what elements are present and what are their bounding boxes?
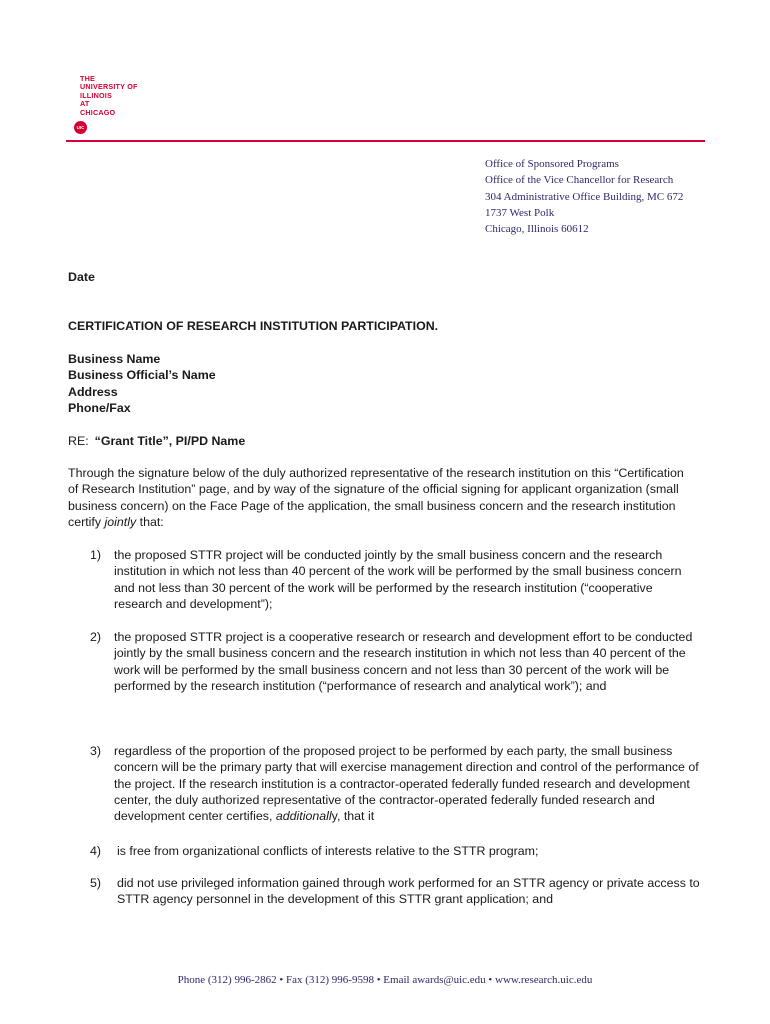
intro-paragraph (68, 465, 688, 530)
list-item-number: 3) (90, 744, 102, 758)
list-item-text (114, 743, 700, 824)
list-item (90, 629, 700, 694)
uic-seal-icon: UIC (74, 121, 87, 134)
intro-text: Through the signature below of the duly authorized representative of the research institution on this “Certification of Research Institution” page, and by way of the signature of the official signing for applicant organization (small business concern) on the Face Page of the application, the small business concern and the research institution certify (68, 466, 684, 529)
list-item-text: the proposed STTR project will be conducted jointly by the small business concern and the research institution in which not less than 40 percent of the work will be performed by the small business concern and not less than 30 percent of the work will be performed by the research institution (“cooperative research and development”); (114, 548, 682, 611)
address-line: Office of the Vice Chancellor for Research (485, 174, 674, 187)
logo-line: CHICAGO (80, 107, 116, 117)
re-line (68, 433, 245, 449)
address-line: Office of Sponsored Programs (485, 158, 619, 170)
list-item (90, 547, 700, 612)
re-grant-title: “Grant Title”, PI/PD Name (94, 434, 246, 448)
list-item-number: 1) (90, 548, 102, 562)
list-item (90, 875, 700, 908)
certification-title: CERTIFICATION OF RESEARCH INSTITUTION PARTICIPATION. (68, 319, 439, 333)
logo-line: ILLINOIS (80, 90, 112, 100)
logo-line: UNIVERSITY OF (80, 82, 138, 92)
list-item-text-end: y, that it (331, 809, 375, 824)
address-line: 1737 West Polk (485, 206, 555, 219)
list-item-number: 5) (90, 876, 102, 890)
re-label: RE: (68, 434, 89, 448)
logo-line: AT (80, 99, 90, 109)
list-item-text: the proposed STTR project is a cooperative research or research and development effort to be conducted jointly by the small business concern and the research institution in which not less than 40 percent of the work will be performed by the small business concern and not less than 30 percent of the work will be performed by the research institution (“performance of research and analytical work”); and (114, 630, 693, 693)
address-line: 304 Administrative Office Building, MC 672 (485, 190, 684, 203)
university-logo (80, 75, 138, 117)
list-item (90, 843, 700, 859)
business-phone-fax: Phone/Fax (68, 400, 131, 415)
date-line: Date (68, 270, 95, 284)
list-item-number: 2) (90, 630, 102, 644)
business-name: Business Name (68, 352, 161, 366)
list-item-text: is free from organizational conflicts of interests relative to the STTR program; (117, 844, 539, 858)
list-item-text: did not use privileged information gained through work performed for an STTR agency or private access to STTR agency personnel in the development of this STTR grant application; and (117, 876, 700, 907)
header-divider (66, 140, 705, 142)
logo-line: THE (80, 74, 95, 83)
office-address (485, 156, 683, 237)
business-address: Address (68, 384, 118, 399)
business-info (68, 351, 216, 416)
intro-text-end: that: (136, 514, 164, 529)
list-item (90, 743, 700, 824)
business-official-name: Business Official’s Name (68, 368, 216, 383)
footer-contact: Phone (312) 996-2862 • Fax (312) 996-9598 • Email awards@uic.edu • www.research.uic.edu (177, 974, 593, 986)
list-item-text-main: regardless of the proportion of the proposed project to be performed by each party, the small business concern will be the primary party that will exercise management direction and control of the performance of the project. If the research institution is a contractor-operated federally funded research and development center, the duly authorized representative of the contractor-operated federally funded research and development center certifies, (114, 744, 699, 824)
address-line: Chicago, Illinois 60612 (485, 223, 589, 236)
list-item-number: 4) (90, 844, 102, 858)
intro-emphasis: jointly (104, 514, 137, 529)
list-item-emphasis: additionall (275, 809, 332, 824)
